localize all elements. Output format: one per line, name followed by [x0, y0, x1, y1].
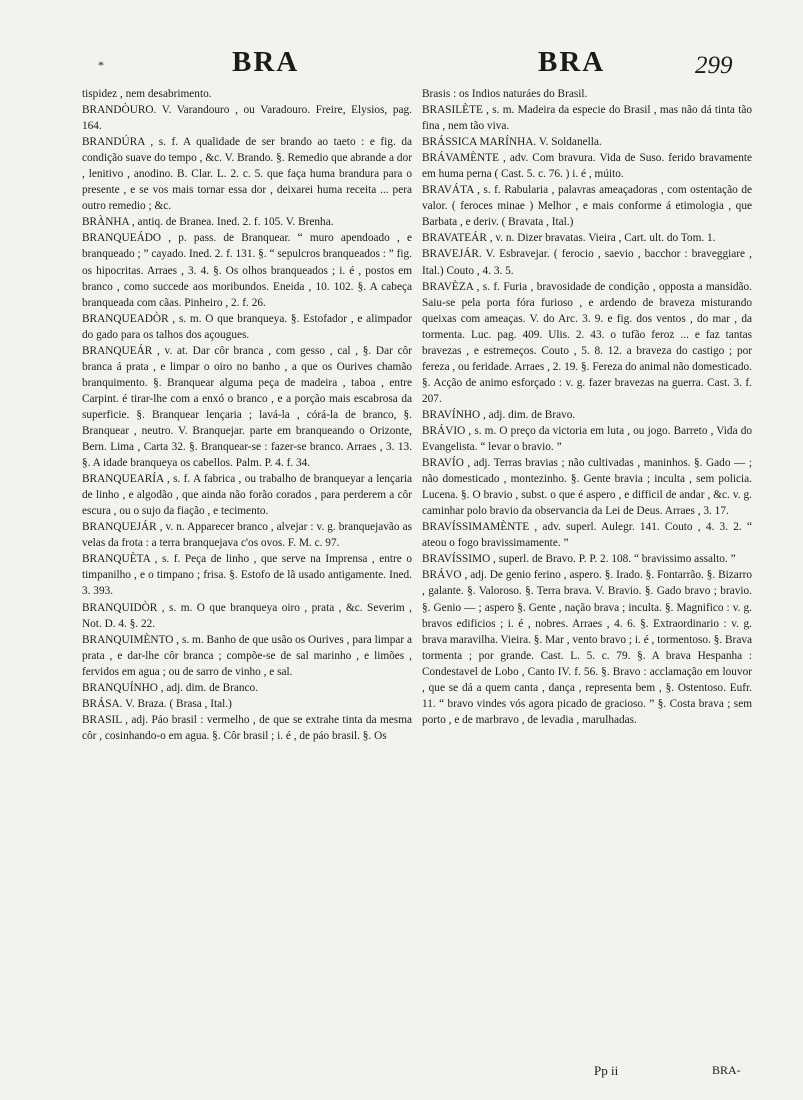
- signature-mark: Pp ii: [594, 1063, 619, 1078]
- entry: BRÁVO , adj. De genio ferino , aspero. §. Irado. §. Fontarrão. §. Bizarro , galante. §. Valoroso. §. Terra brava. V. Bravio. §. Gado bravo ; bravio. §. Genio — ; aspero §. Gente , nação brava ; inculta. §. Magnifico : v. g. bravos edificios ; i. é , nobres. Arraes , 4. 6. §. Extraordinario : v. g. brava maravilha. Vieira. §. Mar , vento bravo ; i. é , tormentoso. §. Brava tormenta ; por grande. Cast. L. 5. c. 79. §. A brava Hespanha : Condestavel de Lobo , Canto IV. f. 56. §. Bravo : acclamação em louvor , que se dá a quem canta , dança , representa bem , §. Ostentoso. Eufr. 11. “ bravo vindes vós agora picado de gracioso. ” §. Costa brava ; sem porto , e de marbravo , de levadia , marulhadas.: [422, 569, 752, 726]
- entry: BRANQUIMÈNTO , s. m. Banho de que usão os Ourives , para limpar a prata , e dar-lhe côr branca ; compõe-se de sal marinho , e limões , fervidos em agua ; ou de sarro de vinho , e sal.: [82, 633, 412, 678]
- entry: BRÁSA. V. Braza. ( Brasa , Ital.): [82, 697, 232, 710]
- entry: BRANQUEÁDO , p. pass. de Branquear. “ muro apendoado , e branqueado ; ” cayado. Ined. 2. f. 131. §. “ sepulcros branqueados : ” fig. os hipocritas. Arraes , 3. 4. §. Os olhos branqueados ; i. é , postos em branco , como succede aos moribundos. Eneida , 10. 102. §. A cabeça branqueada com cãas. Pinheiro , 2. f. 26.: [82, 232, 412, 309]
- entry: BRANQUEADÒR , s. m. O que branqueya. §. Estofador , e alimpador do gado para os talhos dos açougues.: [82, 312, 412, 341]
- catchword: BRA-: [712, 1063, 741, 1077]
- entry: BRANQUÈTA , s. f. Peça de linho , que serve na Imprensa , entre o timpanilho , e o timpano ; frisa. §. Estofo de lã usado antigamente. Ined. 3. 393.: [82, 553, 412, 598]
- left-running-head: BRA: [232, 46, 300, 78]
- entry: BRAVEJÁR. V. Esbravejar. ( ferocio , saevio , bacchor : braveggiare , Ital.) Couto , 4. 3. 5.: [422, 248, 752, 277]
- right-column: [422, 86, 752, 728]
- entry: BRAVÈZA , s. f. Furia , bravosidade de condição , opposta a mansidão. Saiu-se pela porta fóra furioso , e ardendo de braveza misturando queixas com ameaças. V. do Arc. 3. 9. e fig. dos ventos , do mar , da tormenta. Luc. pag. 409. Ulis. 2. 43. o tufão feroz ... e faz tantas bravezas , e estremeços. Couto , 5. 8. 12. a braveza do castigo ; por fereza , ou feridade. Arraes , 2. 19. §. Fereza do animal não domesticado. §. Acção de animo esforçado : v. g. fazer bravezas na guerra. Cast. 3. f. 207.: [422, 280, 752, 405]
- entry: BRAVÍSSIMO , superl. de Bravo. P. P. 2. 108. “ bravissimo assalto. ”: [422, 553, 736, 566]
- right-running-head: BRA: [538, 46, 606, 78]
- entry: Brasis : os Indios naturáes do Brasil.: [422, 88, 588, 100]
- entry: BRÁVAMÈNTE , adv. Com bravura. Vida de Suso. ferido bravamente em huma perna ( Cast. 5. c. 76. ) i. é , múito.: [422, 152, 752, 181]
- entry: BRAVATEÁR , v. n. Dizer bravatas. Vieira , Cart. ult. do Tom. 1.: [422, 232, 716, 245]
- entry: BRANQUEARÍA , s. f. A fabrica , ou trabalho de branqueyar a lençaria de linho , e algodão , que ainda não forão corados , para perderem a côr escura , ou o sujo da fiação , e tecimento.: [82, 473, 412, 518]
- entry: BRANQUEÁR , v. at. Dar côr branca , com gesso , cal , §. Dar côr branca á prata , e limpar o oiro no banho , a que os Ourives chamão branquimento. §. Branquear alguma peça de madeira , taboa , entre Carpint. é tirar-lhe com a enxó o branco , e a porção mais escabrosa da superficie. §. Branquear lençaria ; lavá-la , córá-la de branco, §. Branquear , neutro. V. Branquejar. parte em branqueando o Orizonte, Bern. Lima , Carta 32. §. Branquear-se : fazer-se branco. Arraes , 3. 13. §. A idade branqueya os cabellos. Palm. P. 4. f. 34.: [82, 344, 412, 470]
- entry: BRANQUIDÒR , s. m. O que branqueya oiro , prata , &c. Severim , Not. D. 4. §. 22.: [82, 601, 412, 630]
- entry: BRANQUEJÁR , v. n. Apparecer branco , alvejar : v. g. branquejavão as velas da frota : a terra branquejava c'os ovos. F. M. c. 97.: [82, 521, 412, 550]
- entry: BRANDÒURO. V. Varandouro , ou Varadouro. Freire, Elysios, pag. 164.: [82, 104, 412, 133]
- entry: BRAVÍSSIMAMÈNTE , adv. superl. Aulegr. 141. Couto , 4. 3. 2. “ ateou o fogo bravissimamente. ”: [422, 521, 752, 550]
- entry: BRANQUÍNHO , adj. dim. de Branco.: [82, 681, 259, 694]
- entry: BRÁVIO , s. m. O preço da victoria em luta , ou jogo. Barreto , Vida do Evangelista. “ levar o bravio. ”: [422, 424, 752, 454]
- entry: BRASILÈTE , s. m. Madeira da especie do Brasil , mas não dá tinta tão fina , nem tão viva.: [422, 104, 752, 133]
- entry: BRASIL , adj. Páo brasil : vermelho , de que se extrahe tinta da mesma côr , cosinhando-o em agua. §. Côr brasil ; i. é , de páo brasil. §. Os: [82, 713, 412, 742]
- entry: BRAVÁTA , s. f. Rabularia , palavras ameaçadoras , com ostentação de valor. ( feroces minae ) Melhor , e mais conforme á etimologia , que Barbata , e deriv. ( Bravata , Ital.): [422, 184, 752, 229]
- entry: BRÀNHA , antiq. de Branea. Ined. 2. f. 105. V. Brenha.: [82, 216, 334, 229]
- entry: BRANDÚRA , s. f. A qualidade de ser brando ao taeto : e fig. da condição suave do tempo , &c. V. Brando. §. Remedio que abrande a dor , lenitivo , anodino. B. Clar. L. 2. c. 5. que faça huma brandura para o presente , e se vos mais tornar essa dor , deixarei huma receita ... pera outro remedio ; &c.: [82, 136, 412, 213]
- entry: BRÁSSICA MARÍNHA. V. Soldanella.: [422, 136, 602, 149]
- entry: BRAVÍO , adj. Terras bravias ; não cultivadas , maninhos. §. Gado — ; não domesticado , montezinho. §. Gente bravia ; inculta , sem policia. Lucena. §. O bravio , subst. o que é aspero , e difficil de andar , &c. v. g. caminhar polo bravio da observancia da Lei de Deus. Arraes , 3. 17.: [422, 457, 752, 518]
- entry: BRAVÍNHO , adj. dim. de Bravo.: [422, 408, 576, 421]
- entry: tispidez , nem desabrimento.: [82, 88, 212, 100]
- page-number: 299: [695, 52, 733, 79]
- left-column: [82, 86, 412, 744]
- corner-mark: *: [98, 58, 104, 72]
